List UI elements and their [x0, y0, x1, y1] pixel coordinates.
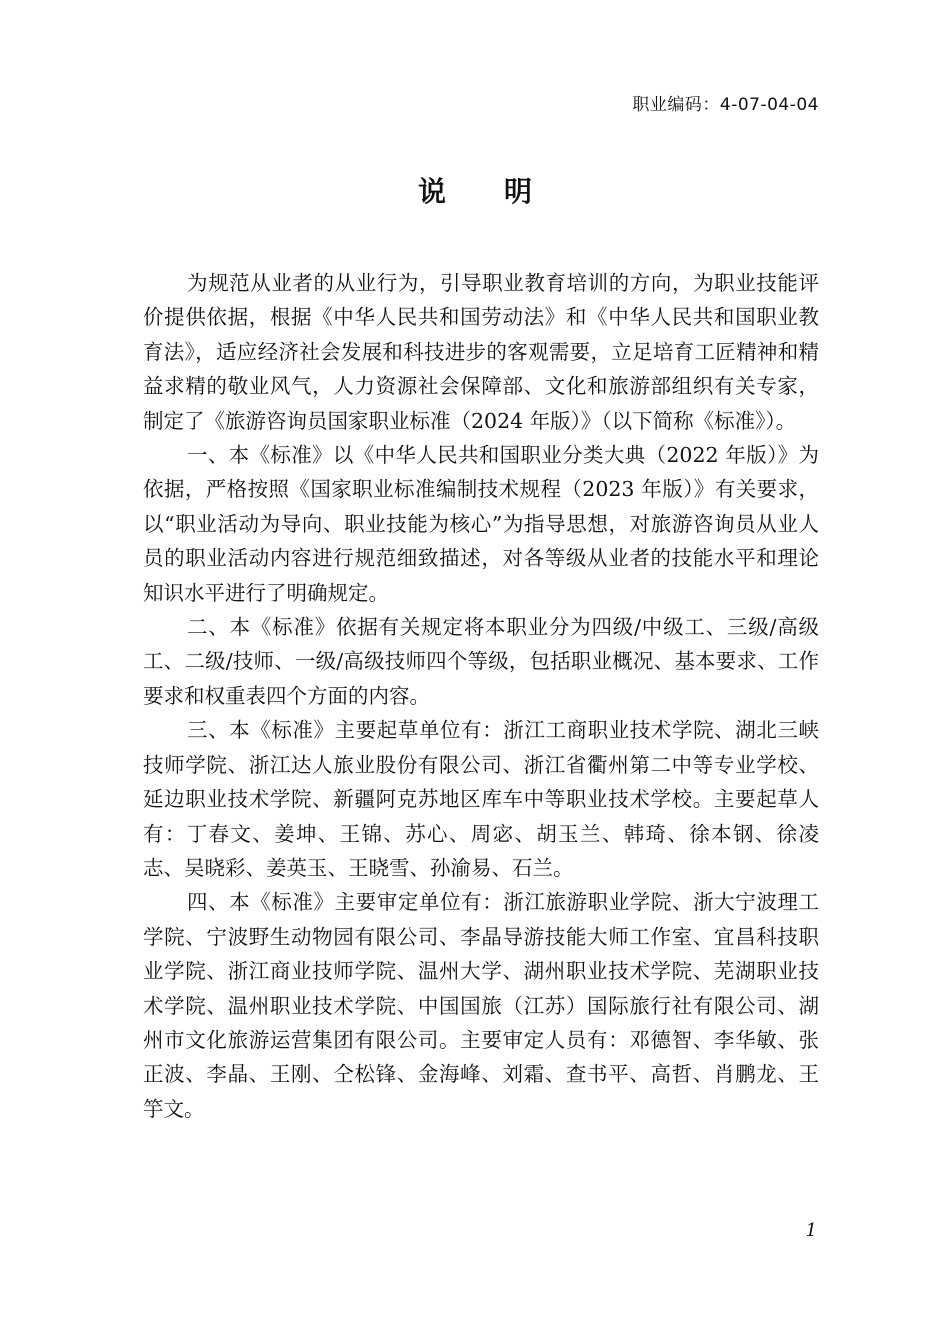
job-code: 职业编码：4-07-04-04: [632, 95, 819, 115]
paragraph-3: 三、本《标准》主要起草单位有：浙江工商职业技术学院、湖北三峡技师学院、浙江达人旅业股份有限公司、浙江省衢州第二中等专业学校、延边职业技术学院、新疆阿克苏地区库车中等职业技术学校。主要起草人有：丁春文、姜坤、王锦、苏心、周宓、胡玉兰、韩琦、徐本钢、徐凌志、吴晓彩、姜英玉、王晓雪、孙渝易、石兰。: [143, 718, 819, 880]
paragraph-2: 二、本《标准》依据有关规定将本职业分为四级/中级工、三级/高级工、二级/技师、一级/高级技师四个等级，包括职业概况、基本要求、工作要求和权重表四个方面的内容。: [143, 615, 819, 708]
page-title: 说明: [417, 175, 590, 208]
paragraph-1: 一、本《标准》以《中华人民共和国职业分类大典（2022 年版）》为依据，严格按照《国家职业标准编制技术规程（2023 年版）》有关要求，以“职业活动为导向、职业技能为核心”为指导思想，对旅游咨询员从业人员的职业活动内容进行规范细致描述，对各等级从业者的技能水平和理论知识水平进行了明确规定。: [143, 443, 819, 605]
body-text: [143, 266, 819, 1126]
paragraph-4: 四、本《标准》主要审定单位有：浙江旅游职业学院、浙大宁波理工学院、宁波野生动物园有限公司、李晶导游技能大师工作室、宜昌科技职业学院、浙江商业技师学院、温州大学、湖州职业技术学院、芜湖职业技术学院、温州职业技术学院、中国国旅（江苏）国际旅行社有限公司、湖州市文化旅游运营集团有限公司。主要审定人员有：邓德智、李华敏、张正波、李晶、王刚、仝松锋、金海峰、刘霜、查书平、高哲、肖鹏龙、王竽文。: [143, 890, 819, 1121]
paragraph-intro: 为规范从业者的从业行为，引导职业教育培训的方向，为职业技能评价提供依据，根据《中华人民共和国劳动法》和《中华人民共和国职业教育法》，适应经济社会发展和科技进步的客观需要，立足培育工匠精神和精益求精的敬业风气，人力资源社会保障部、文化和旅游部组织有关专家，制定了《旅游咨询员国家职业标准（2024 年版）》（以下简称《标准》）。: [143, 271, 819, 433]
page-number: 1: [805, 1220, 817, 1241]
